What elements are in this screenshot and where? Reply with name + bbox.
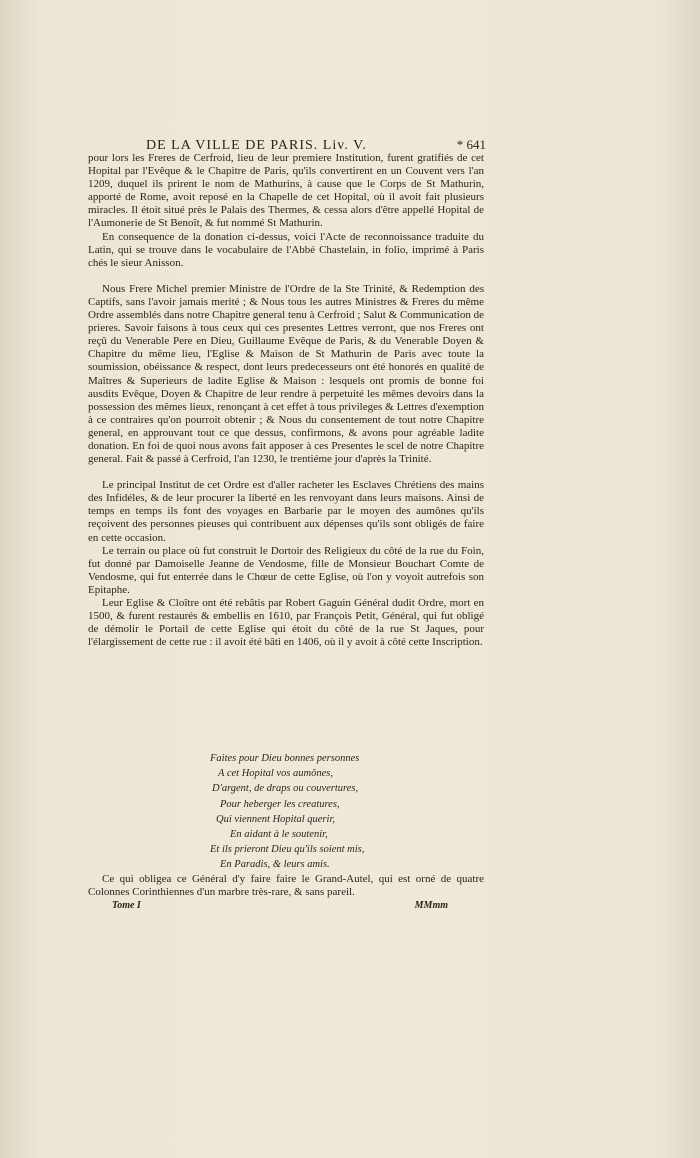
signature-mark: MMmm [414,900,448,911]
page-number: * 641 [456,137,486,152]
acte-paragraph: Nous Frere Michel premier Ministre de l'Ordre de la Ste Trinité, & Redemption des Captifs, sans l'avoir jamais merité ; & Nous tous les autres Ministres & Freres du même Ordre assemblés dans notre Chapitre general tenu à Cerfroid ; Salut & Communication de prieres. Savoir faisons à tous ceux qui ces presentes Lettres verront, que nos Freres ont reçû du Venerable Pere en Dieu, Guillaume Evêque de Paris, & du Venerable Doyen & Chapitre du même lieu, l'Eglise & Maison de St Mathurin de Paris avec toute la soumission, obéissance & respect, dont leurs predecesseurs ont été honorés en qualité de Maîtres & Superieurs de ladite Eglise & Maison : lesquels ont promis de bonne foi ausdits Evêque, Doyen & Chapitre de leur rendre à perpetuité les mêmes devoirs dans la possession des mêmes lieux, renonçant à cet effet à tous privileges & Lettres d'exemption à ce contraires qu'on pourroit obtenir ; & Nous du consentement de tout notre Chapitre general, en approuvant tout ce que dessus, confirmons, & avons pour agréable ladite donation. En foi de quoi nous avons fait apposer à ces Presentes le scel de notre Chapitre general. Fait & passé à Cerfroid, l'an 1230, le trentiéme jour d'après la Trinité. [88,282,484,466]
volume-label: Tome I [112,900,141,911]
poem-line: Qui viennent Hopital querir, [216,813,335,825]
poem-line: D'argent, de draps ou couvertures, [212,783,359,795]
page-footer [112,900,448,911]
poem-line: A cet Hopital vos aumônes, [218,768,333,780]
header-title: DE LA VILLE DE PARIS. Liv. V. [146,138,367,153]
paragraph: Ce qui obligea ce Général d'y faire faire le Grand-Autel, qui est orné de quatre Colonnes Corinthiennes d'un marbre très-rare, & sans pareil. [88,873,484,899]
poem-line: En Paradis, & leurs amis. [220,859,330,871]
inscription-poem [210,751,440,873]
poem-line: Et ils prieront Dieu qu'ils soient mis, [210,844,365,856]
poem-line: En aidant à le soutenir, [230,829,328,841]
main-text [88,152,484,649]
paragraph: Le principal Institut de cet Ordre est d'aller racheter les Esclaves Chrétiens des mains des Infidéles, & de leur procurer la liberté en les renvoyant dans leurs maisons. Ainsi de temps en temps ils font des voyages en Barbarie par le moyen des aumônes qu'ils reçoivent des personnes pieuses qui contribuent aux dépenses qu'ils sont obligés de faire en cette occasion. [88,479,484,544]
poem-line: Faites pour Dieu bonnes personnes [210,753,360,764]
paragraph: Leur Eglise & Cloître ont été rebâtis par Robert Gaguin Général dudit Ordre, mort en 1500, & furent restaurés & embellis en 1610, par François Petit, Général, qui fut obligé de démolir le Portail de cette Eglise qui étoit du côté de la rue St Jaques, pour l'élargissement de cette rue : il avoit été bâti en 1406, où il y avoit à côté cette Inscription. [88,597,484,649]
paragraph: Le terrain ou place où fut construit le Dortoir des Religieux du côté de la rue du Foin, fut donné par Damoiselle Jeanne de Vendosme, fille de Monsieur Bouchart Comte de Vendosme, qui fut enterrée dans le Chœur de cette Eglise, où l'on y voyoit autrefois son Epitaphe. [88,544,484,596]
paragraph: pour lors les Freres de Cerfroid, lieu de leur premiere Institution, furent gratifiés de cet Hopital par l'Evêque & le Chapitre de Paris, qu'ils convertirent en un Couvent vers l'an 1209, duquel ils prirent le nom de Mathurins, à cause que le Corps de St Mathurin, apporté de Rome, avoit reposé en la Chapelle de cet Hopital, où il avoit fait plusieurs miracles. Il étoit situé près le Palais des Thermes, & cessa alors d'être appellé Hopital de l'Aumonerie de St Benoît, & fut nommé St Mathurin. [88,152,484,230]
poem-line: Pour heberger les creatures, [220,798,340,810]
paragraph: En consequence de la donation ci-dessus, voici l'Acte de reconnoissance traduite du Latin, qui se trouve dans le vocabulaire de l'Abbé Chastelain, in folio, imprimé à Paris chés le sieur Anisson. [88,230,484,269]
closing-paragraph [88,873,484,899]
